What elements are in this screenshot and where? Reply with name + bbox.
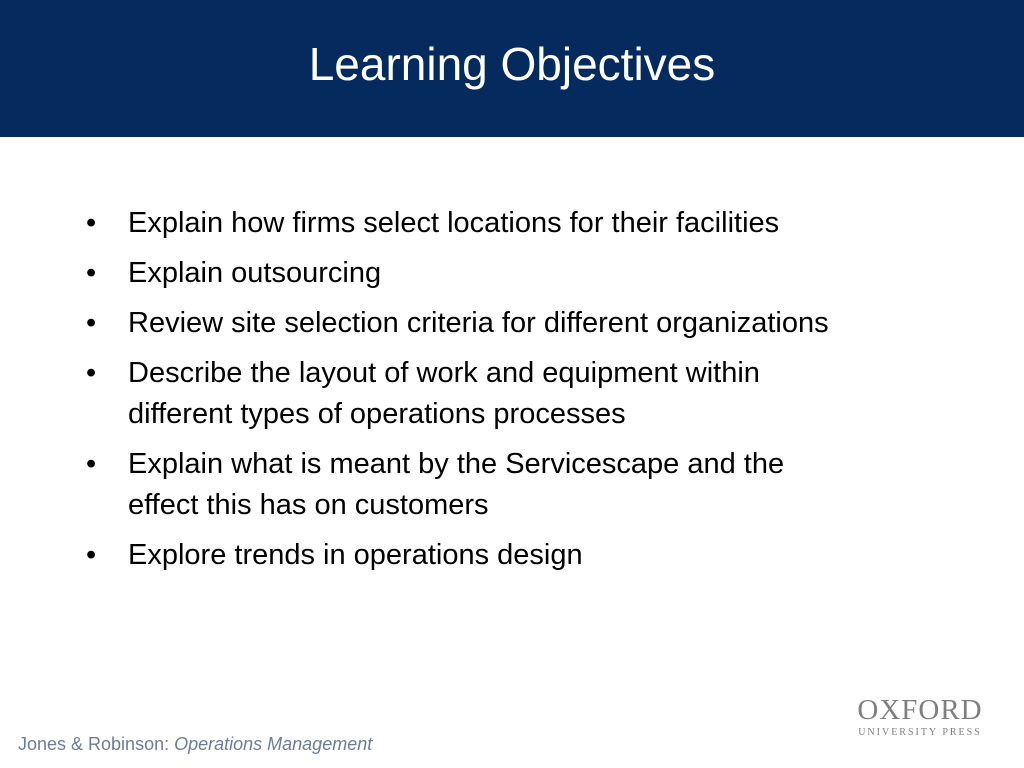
bullet-icon: • bbox=[86, 307, 97, 339]
publisher-logo-name: OXFORD bbox=[857, 694, 983, 726]
footer-authors: Jones & Robinson: bbox=[18, 734, 170, 754]
learning-objective bbox=[86, 535, 986, 576]
title-bar bbox=[0, 0, 1024, 137]
objective-text-line: Describe the layout of work and equipment within bbox=[128, 357, 760, 389]
footer-credit bbox=[18, 732, 372, 756]
objective-text-line: Explore trends in operations design bbox=[128, 539, 583, 571]
objective-text-line: Explain outsourcing bbox=[128, 257, 382, 289]
learning-objective bbox=[86, 203, 986, 244]
bullet-icon: • bbox=[86, 448, 97, 480]
objective-text-line: Explain how firms select locations for their facilities bbox=[128, 207, 780, 239]
learning-objectives-list bbox=[86, 203, 986, 585]
slide-title: Learning Objectives bbox=[308, 38, 716, 90]
bullet-icon: • bbox=[86, 207, 97, 239]
bullet-icon: • bbox=[86, 257, 97, 289]
learning-objective bbox=[86, 303, 986, 344]
objective-text-line: effect this has on customers bbox=[128, 489, 489, 521]
objective-text-line: Review site selection criteria for different organizations bbox=[128, 307, 829, 339]
bullet-icon: • bbox=[86, 539, 97, 571]
learning-objective bbox=[86, 353, 986, 435]
objective-text-line: Explain what is meant by the Servicescape and the bbox=[128, 448, 785, 480]
oxford-university-press-logo bbox=[846, 695, 994, 743]
footer-book-title: Operations Management bbox=[174, 734, 373, 754]
publisher-logo-subtitle: UNIVERSITY PRESS bbox=[858, 727, 982, 738]
bullet-icon: • bbox=[86, 357, 97, 389]
learning-objective bbox=[86, 444, 986, 526]
objective-text-line: different types of operations processes bbox=[128, 398, 626, 430]
learning-objective bbox=[86, 253, 986, 294]
